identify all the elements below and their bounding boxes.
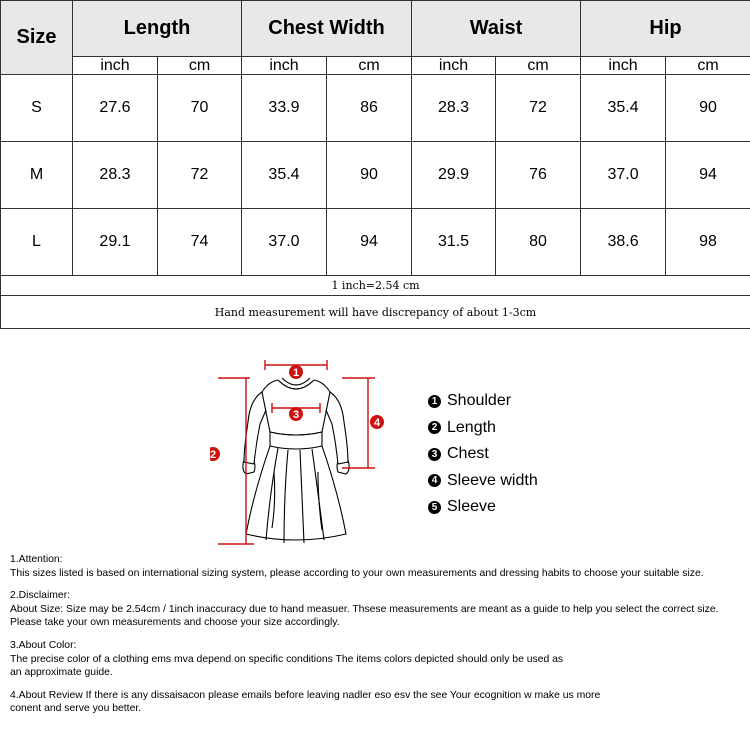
value-cell: 90 <box>666 75 750 142</box>
unit-cell: inch <box>412 57 496 75</box>
units-row <box>1 57 750 75</box>
note-line: The precise color of a clothing ems mva depend on specific conditions The items colors depicted should only be used as <box>10 653 564 665</box>
measurement-note: Hand measurement will have discrepancy of about 1-3cm <box>1 296 750 329</box>
value-cell: 37.0 <box>242 209 327 276</box>
value-cell: 37.0 <box>581 142 666 209</box>
notes-section <box>10 553 748 725</box>
number-circle-icon: 1 <box>428 395 441 408</box>
unit-cell: cm <box>327 57 412 75</box>
value-cell: 94 <box>327 209 412 276</box>
legend-item <box>428 388 538 415</box>
value-cell: 72 <box>158 142 242 209</box>
number-circle-icon: 4 <box>428 474 441 487</box>
table-row <box>1 75 750 142</box>
value-cell: 80 <box>496 209 581 276</box>
conversion-row <box>1 276 750 296</box>
note-line: conent and serve you better. <box>10 703 142 715</box>
marker-1-label: 1 <box>292 367 300 379</box>
size-cell: M <box>1 142 73 209</box>
measurement-legend <box>428 388 538 521</box>
value-cell: 94 <box>666 142 750 209</box>
legend-label: Shoulder <box>447 392 512 410</box>
table-header-row <box>1 1 750 57</box>
unit-cell: cm <box>666 57 750 75</box>
size-chart-table <box>0 0 750 329</box>
value-cell: 27.6 <box>73 75 158 142</box>
value-cell: 29.1 <box>73 209 158 276</box>
note-line: This sizes listed is based on international sizing system, please according to your own measurements and dressing habits to choose your suitable size. <box>10 567 704 579</box>
legend-label: Sleeve width <box>447 471 538 489</box>
note-attention <box>10 553 748 580</box>
unit-cell: inch <box>73 57 158 75</box>
table-row <box>1 209 750 276</box>
header-length: Length <box>73 1 242 57</box>
note-disclaimer <box>10 589 748 630</box>
conversion-note: 1 inch=2.54 cm <box>1 276 750 296</box>
legend-item <box>428 494 538 521</box>
value-cell: 29.9 <box>412 142 496 209</box>
note-review <box>10 689 748 716</box>
value-cell: 90 <box>327 142 412 209</box>
value-cell: 38.6 <box>581 209 666 276</box>
header-waist: Waist <box>412 1 581 57</box>
header-hip: Hip <box>581 1 750 57</box>
unit-cell: cm <box>496 57 581 75</box>
legend-item <box>428 415 538 442</box>
value-cell: 98 <box>666 209 750 276</box>
value-cell: 28.3 <box>73 142 158 209</box>
value-cell: 28.3 <box>412 75 496 142</box>
note-line: About Size: Size may be 2.54cm / 1inch inaccuracy due to hand measuer. Thsese measurements are meant as a guide to help you select the correct size. <box>10 603 719 615</box>
value-cell: 72 <box>496 75 581 142</box>
header-chest-width: Chest Width <box>242 1 412 57</box>
note-title: 1.Attention: <box>10 554 63 565</box>
note-line: 4.About Review If there is any dissaisacon please emails before leaving nadler eso esv the see Your ecognition w make us more <box>10 689 601 701</box>
marker-2-label: 2 <box>210 449 217 461</box>
note-title: 2.Disclaimer: <box>10 590 71 602</box>
value-cell: 74 <box>158 209 242 276</box>
marker-3-label: 3 <box>292 409 300 421</box>
number-circle-icon: 5 <box>428 501 441 514</box>
value-cell: 76 <box>496 142 581 209</box>
legend-label: Length <box>447 418 496 436</box>
dress-illustration <box>210 352 390 552</box>
note-line: Please take your own measurements and choose your size accordingly. <box>10 617 340 629</box>
table-row <box>1 142 750 209</box>
note-color <box>10 639 748 680</box>
note-line: an approximate guide. <box>10 667 113 679</box>
legend-label: Sleeve <box>447 498 496 516</box>
value-cell: 35.4 <box>581 75 666 142</box>
value-cell: 33.9 <box>242 75 327 142</box>
dress-diagram <box>210 352 390 552</box>
unit-cell: inch <box>242 57 327 75</box>
unit-cell: cm <box>158 57 242 75</box>
value-cell: 35.4 <box>242 142 327 209</box>
value-cell: 31.5 <box>412 209 496 276</box>
legend-item <box>428 441 538 468</box>
number-circle-icon: 3 <box>428 448 441 461</box>
marker-4-label: 4 <box>373 417 381 429</box>
number-circle-icon: 2 <box>428 421 441 434</box>
size-cell: L <box>1 209 73 276</box>
value-cell: 86 <box>327 75 412 142</box>
note-title: 3.About Color: <box>10 639 77 651</box>
size-cell: S <box>1 75 73 142</box>
unit-cell: inch <box>581 57 666 75</box>
header-size: Size <box>1 1 73 75</box>
measurement-row <box>1 296 750 329</box>
value-cell: 70 <box>158 75 242 142</box>
legend-label: Chest <box>447 445 489 463</box>
legend-item <box>428 468 538 495</box>
